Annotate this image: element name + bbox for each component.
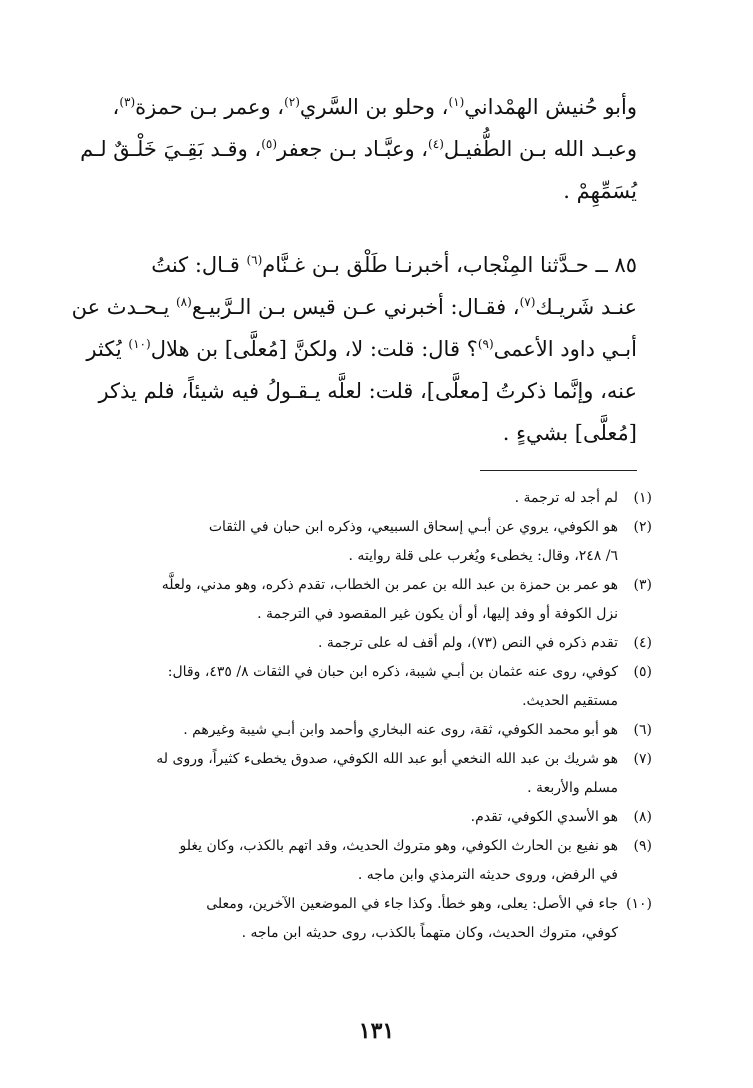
text-line: كوفي، روى عنه عثمان بن أبـي شيبة، ذكره ابن حبان في الثقات ٨/ ٤٣٥، وقال: — [167, 664, 618, 680]
footnote — [92, 890, 652, 948]
text-line: يُسَمِّهِمْ . — [563, 179, 637, 203]
footnote-ref: (٤) — [428, 137, 444, 151]
footnote-text — [92, 629, 618, 658]
footnote-ref: (٦) — [246, 253, 263, 267]
page-number: ١٣١ — [358, 1018, 395, 1044]
footnote-ref: (١) — [448, 95, 465, 109]
footnote-ref: (٣) — [119, 95, 136, 109]
footnote-text — [92, 571, 618, 629]
footnote — [92, 803, 652, 832]
footnote — [92, 745, 652, 803]
text-line — [71, 286, 637, 328]
text-line: نزل الكوفة أو وفد إليها، أو أن يكون غير المقصود في الترجمة . — [257, 606, 618, 622]
text-line: هو الأسدي الكوفي، تقدم. — [470, 809, 618, 825]
footnote-text — [92, 832, 618, 890]
text-line — [86, 328, 637, 370]
footnote-ref: (٩) — [477, 337, 494, 351]
footnote-text — [92, 484, 618, 513]
text-span: ، فقـال: أخبرني عـن قيس بـن الـرَّبيـع — [191, 295, 520, 319]
footnote-text — [92, 513, 618, 571]
text-span: ، وقـد بَقِـيَ خَلْـقٌ لـم — [80, 137, 262, 161]
text-line: هو أبو محمد الكوفي، ثقة، روى عنه البخاري وأحمد وابن أبـي شيبة وغيرهم . — [183, 722, 618, 738]
text-line: مستقيم الحديث. — [522, 693, 618, 709]
footnote-number: (٥) — [633, 664, 652, 680]
text-span: ، — [112, 95, 120, 119]
text-span: يُكثر — [86, 337, 129, 361]
text-span: ، وحلو بن السَّري — [299, 95, 449, 119]
text-line: هو الكوفي، يروي عن أبـي إسحاق السبيعي، وذكره ابن حبان في الثقات — [208, 519, 618, 535]
footnote — [92, 832, 652, 890]
footnote-number: (٤) — [633, 635, 652, 651]
footnote — [92, 484, 652, 513]
main-paragraph-2 — [71, 244, 637, 454]
footnote — [92, 658, 652, 716]
text-line — [92, 86, 637, 128]
footnote-text — [92, 890, 618, 948]
text-span: عنـد شَريـك — [535, 295, 637, 319]
footnote-number: (١٠) — [626, 896, 652, 912]
footnotes — [92, 484, 652, 948]
main-paragraph-1 — [80, 86, 637, 212]
footnote-ref: (٢) — [284, 95, 300, 109]
text-span: قـال: كنتُ — [151, 253, 247, 277]
text-span: ٨٥ ــ حـدَّثنا المِنْجاب، أخبرنـا طَلْق بـن غـنَّام — [262, 253, 637, 277]
footnote-ref: (٥) — [261, 137, 278, 151]
text-span: يـحـدث عن — [71, 295, 176, 319]
text-line: هو شريك بن عبد الله النخعي أبو عبد الله الكوفي، صدوق يخطىء كثيراً، وروى له — [156, 751, 618, 767]
footnote — [92, 629, 652, 658]
text-span: وأبو حُنيش الهمْداني — [464, 95, 637, 119]
footnote-number: (١) — [633, 490, 652, 506]
footnote-text — [92, 745, 618, 803]
footnote-number: (٢) — [633, 519, 652, 535]
text-span: ، وعمر بـن حمزة — [135, 95, 285, 119]
footnote-number: (٩) — [633, 838, 652, 854]
text-line — [92, 244, 637, 286]
footnote-number: (٨) — [633, 809, 652, 825]
text-span: وعبـد الله بـن الطُّفيـل — [443, 137, 637, 161]
text-line: تقدم ذكره في النص (٧٣)، ولم أقف له على ترجمة . — [317, 635, 618, 651]
text-line: مسلم والأربعة . — [527, 780, 618, 796]
text-line: [مُعلَّى] بشيءٍ . — [502, 421, 637, 445]
footnote-number: (٧) — [633, 751, 652, 767]
footnote-ref: (٨) — [175, 295, 192, 309]
text-line — [80, 128, 637, 170]
footnote-ref: (١٠) — [128, 337, 151, 351]
text-line: في الرفض، وروى حديثه الترمذي وابن ماجه . — [357, 867, 618, 883]
footnote-number: (٣) — [633, 577, 652, 593]
footnote-number: (٦) — [633, 722, 652, 738]
footnote — [92, 716, 652, 745]
text-span: ؟ قال: قلت: لا، ولكنَّ [مُعلَّى] بن هلال — [150, 337, 478, 361]
footnote-separator — [480, 470, 637, 471]
text-line: كوفي، متروك الحديث، وكان متهماً بالكذب، روى حديثه ابن ماجه . — [241, 925, 618, 941]
text-span: أبـي داود الأعمى — [493, 337, 637, 361]
text-line: جاء في الأصل: يعلى، وهو خطأ. وكذا جاء في الموضعين الآخرين، ومعلى — [206, 896, 618, 912]
footnote-ref: (٧) — [519, 295, 536, 309]
footnote-text — [92, 658, 618, 716]
footnote — [92, 571, 652, 629]
text-line: هو نفيع بن الحارث الكوفي، وهو متروك الحديث، وقد اتهم بالكذب، وكان يغلو — [179, 838, 618, 854]
text-line: عنه، وإنَّما ذكرتُ [معلَّى]، قلت: لعلَّه يـقـولُ فيه شيئاً، فلم يذكر — [98, 379, 637, 403]
footnote-text — [92, 716, 618, 745]
footnote — [92, 513, 652, 571]
text-span: ، وعبَّـاد بـن جعفر — [277, 137, 429, 161]
text-line: ٦/ ٢٤٨، وقال: يخطىء ويُغرب على قلة روايته . — [348, 548, 618, 564]
footnote-text — [92, 803, 618, 832]
text-line: لم أجد له ترجمة . — [514, 490, 618, 506]
text-line: هو عمر بن حمزة بن عبد الله بن عمر بن الخطاب، تقدم ذكره، وهو مدني، ولعلَّه — [161, 577, 618, 593]
